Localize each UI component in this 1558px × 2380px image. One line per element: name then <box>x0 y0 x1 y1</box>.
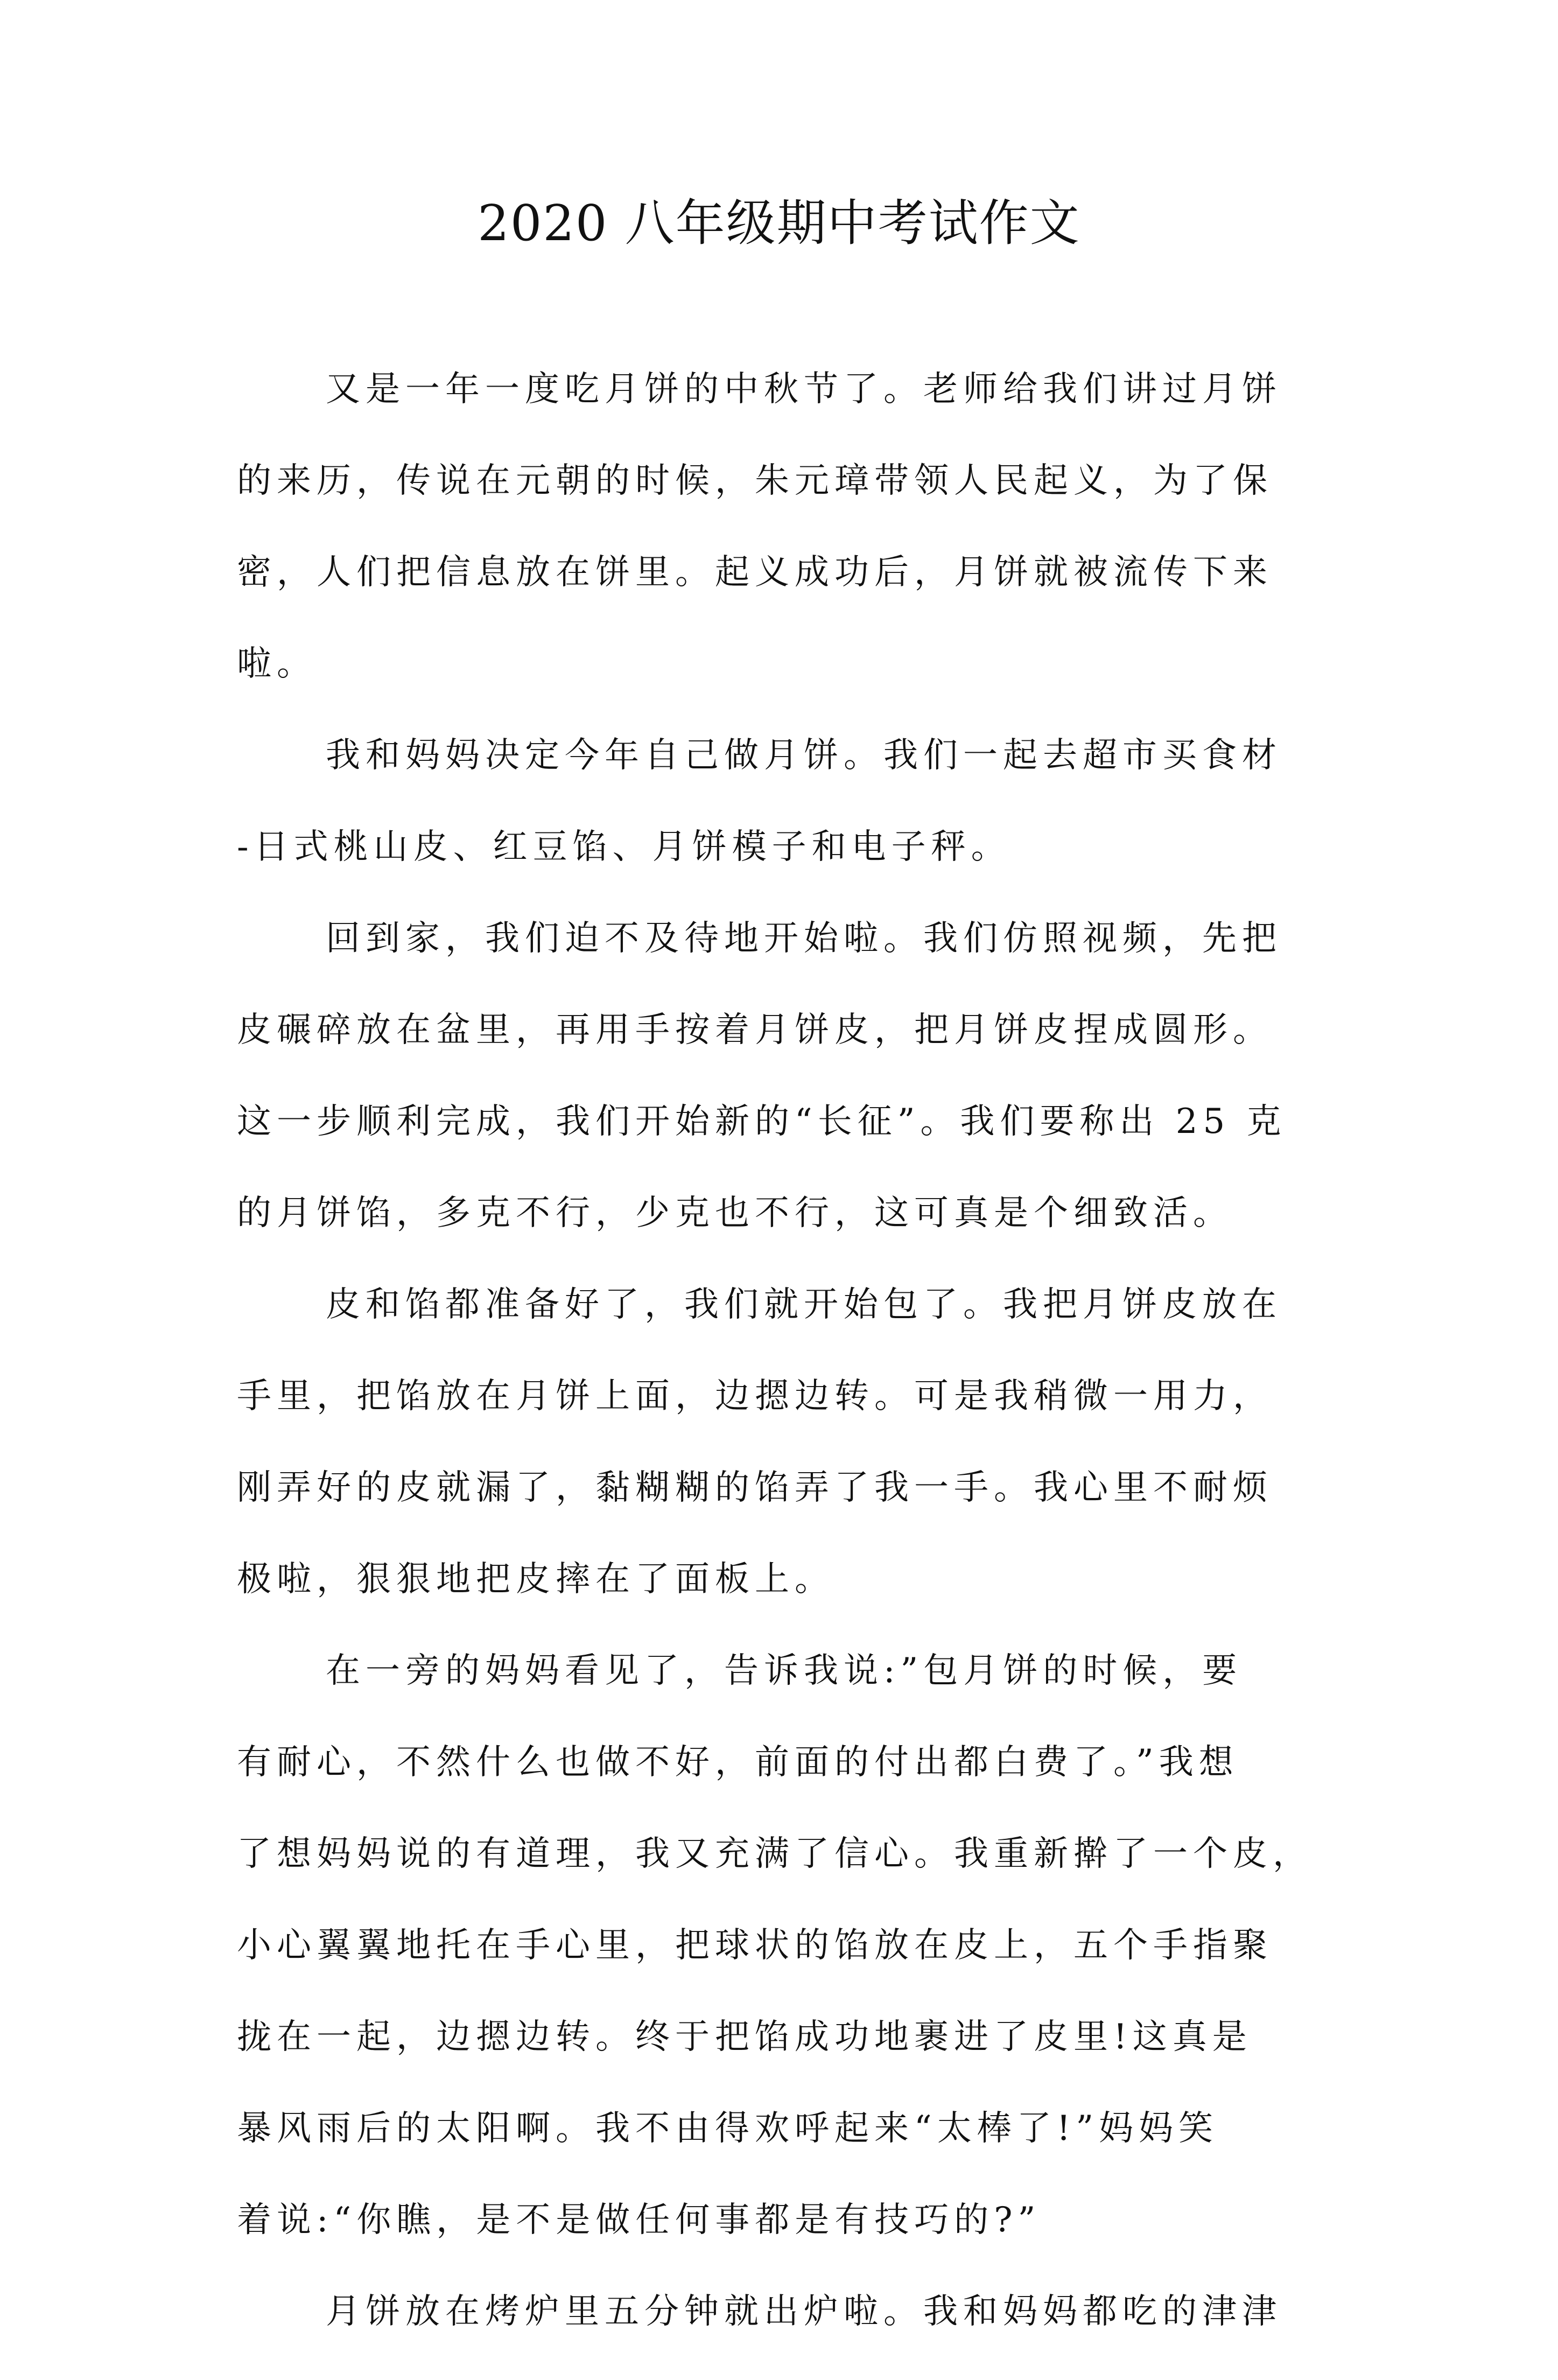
text-line: 这一步顺利完成，我们开始新的“长征”。我们要称出 25 克 <box>237 1102 1287 1142</box>
text-line: 皮和馅都准备好了，我们就开始包了。我把月饼皮放在 <box>326 1285 1282 1325</box>
text-line: 我和妈妈决定今年自己做月饼。我们一起去超市买食材 <box>326 736 1282 775</box>
text-line: 的来历，传说在元朝的时候，朱元璋带领人民起义，为了保 <box>237 461 1273 501</box>
text-line: 拢在一起，边摁边转。终于把馅成功地裹进了皮里!这真是 <box>237 2017 1252 2057</box>
text-line: 小心翼翼地托在手心里，把球状的馅放在皮上，五个手指聚 <box>237 1926 1273 1965</box>
text-line: 在一旁的妈妈看见了，告诉我说:”包月饼的时候，要 <box>326 1651 1243 1691</box>
text-line: 有耐心，不然什么也做不好，前面的付出都白费了。”我想 <box>237 1742 1239 1782</box>
text-line: -日式桃山皮、红豆馅、月饼模子和电子秤。 <box>237 827 1011 867</box>
text-line: 月饼放在烤炉里五分钟就出炉啦。我和妈妈都吃的津津 <box>326 2292 1282 2332</box>
text-line: 皮碾碎放在盆里，再用手按着月饼皮，把月饼皮捏成圆形。 <box>237 1010 1273 1050</box>
text-line: 回到家，我们迫不及待地开始啦。我们仿照视频，先把 <box>326 919 1282 958</box>
text-line: 着说:“你瞧，是不是做任何事都是有技巧的?” <box>237 2200 1041 2240</box>
text-line: 密，人们把信息放在饼里。起义成功后，月饼就被流传下来 <box>237 552 1273 592</box>
text-line: 暴风雨后的太阳啊。我不由得欢呼起来“太棒了!”妈妈笑 <box>237 2109 1219 2148</box>
text-line: 啦。 <box>237 644 317 684</box>
essay-body <box>237 366 1346 2380</box>
text-line: 手里，把馅放在月饼上面，边摁边转。可是我稍微一用力， <box>237 1376 1273 1416</box>
document-title: 2020 八年级期中考试作文 <box>478 194 1080 252</box>
text-line: 刚弄好的皮就漏了，黏糊糊的馅弄了我一手。我心里不耐烦 <box>237 1468 1273 1508</box>
text-line: 又是一年一度吃月饼的中秋节了。老师给我们讲过月饼 <box>326 369 1282 409</box>
text-line: 的月饼馅，多克不行，少克也不行，这可真是个细致活。 <box>237 1193 1233 1233</box>
text-line: 了想妈妈说的有道理，我又充满了信心。我重新擀了一个皮， <box>237 1834 1313 1874</box>
text-line: 极啦，狠狠地把皮摔在了面板上。 <box>237 1559 834 1599</box>
